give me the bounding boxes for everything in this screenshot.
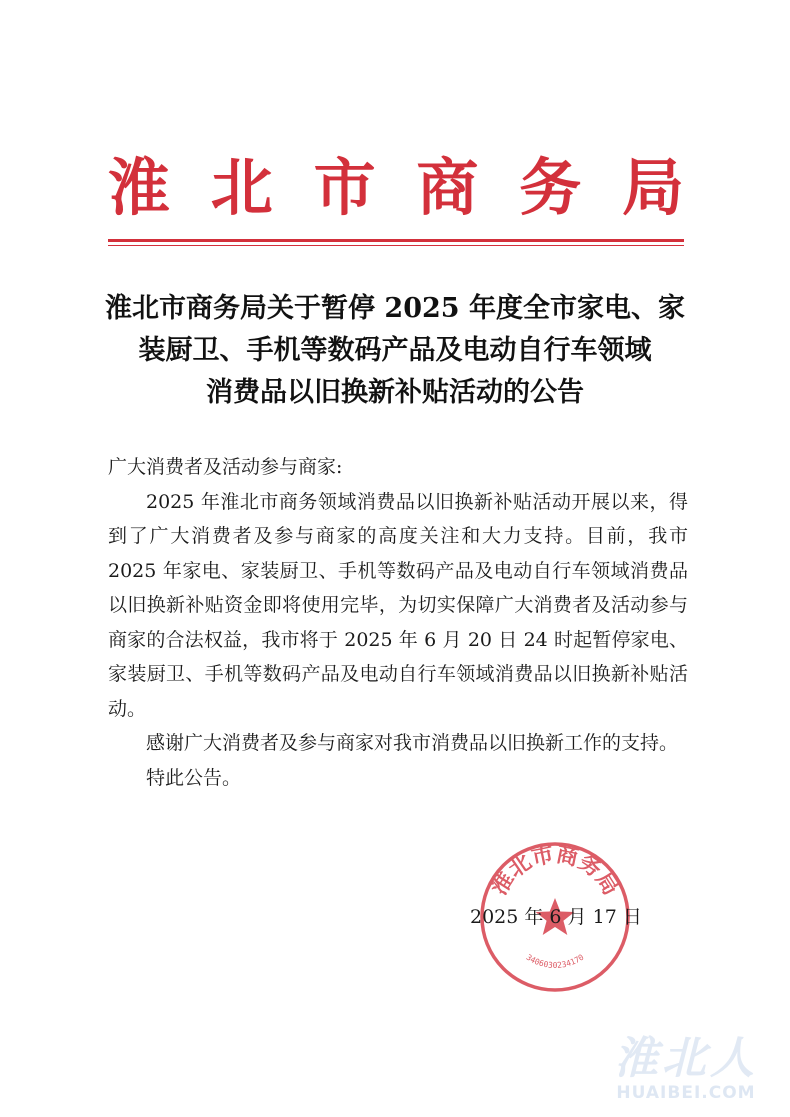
letterhead-char: 淮 xyxy=(108,151,171,224)
letterhead-char: 商 xyxy=(416,151,479,224)
closing-remark: 特此公告。 xyxy=(146,766,242,789)
body-paragraph: 感谢广大消费者及参与商家对我市消费品以旧换新工作的支持。 xyxy=(146,732,679,754)
site-watermark xyxy=(590,1035,782,1113)
title-line: 消费品以旧换新补贴活动的公告 xyxy=(206,377,584,408)
letterhead-char: 北 xyxy=(210,151,273,224)
watermark-logo: 淮北人 xyxy=(614,1033,758,1084)
title-line: 淮北市商务局关于暂停 2025 年度全市家电、家 xyxy=(105,293,685,324)
letterhead-divider xyxy=(108,239,684,242)
seal-ring-text: 淮北市商务局 xyxy=(485,841,625,900)
letterhead-char: 局 xyxy=(621,151,684,224)
body-paragraph: 2025 年淮北市商务领域消费品以旧换新补贴活动开展以来，得到了广大消费者及参与商家的高度关注和大力支持。目前，我市 2025 年家电、家装厨卫、手机等数码产品及电动自行车领域消费品以旧换新补贴资金即将使用完毕，为切实保障广大消费者及活动参与商家的合法权益，我市将于 2025 年 6 月 20 日 24 时起暂停家电、家装厨卫、手机等数码产品及电动自行车领域消费品以旧换新补贴活动。 xyxy=(108,490,688,720)
letterhead-char: 市 xyxy=(313,151,376,224)
seal-code: 3406030234170 xyxy=(524,952,586,970)
title-line: 装厨卫、手机等数码产品及电动自行车领域 xyxy=(138,335,652,366)
document-title xyxy=(80,288,710,414)
document-body xyxy=(108,450,688,795)
salutation: 广大消费者及活动参与商家: xyxy=(108,456,343,478)
letterhead-divider-thin xyxy=(108,245,684,246)
letterhead-title xyxy=(108,146,684,230)
letterhead-char: 务 xyxy=(519,151,582,224)
watermark-domain: HUAIBEI.COM xyxy=(616,1083,756,1103)
issue-date: 2025 年 6 月 17 日 xyxy=(470,906,642,928)
